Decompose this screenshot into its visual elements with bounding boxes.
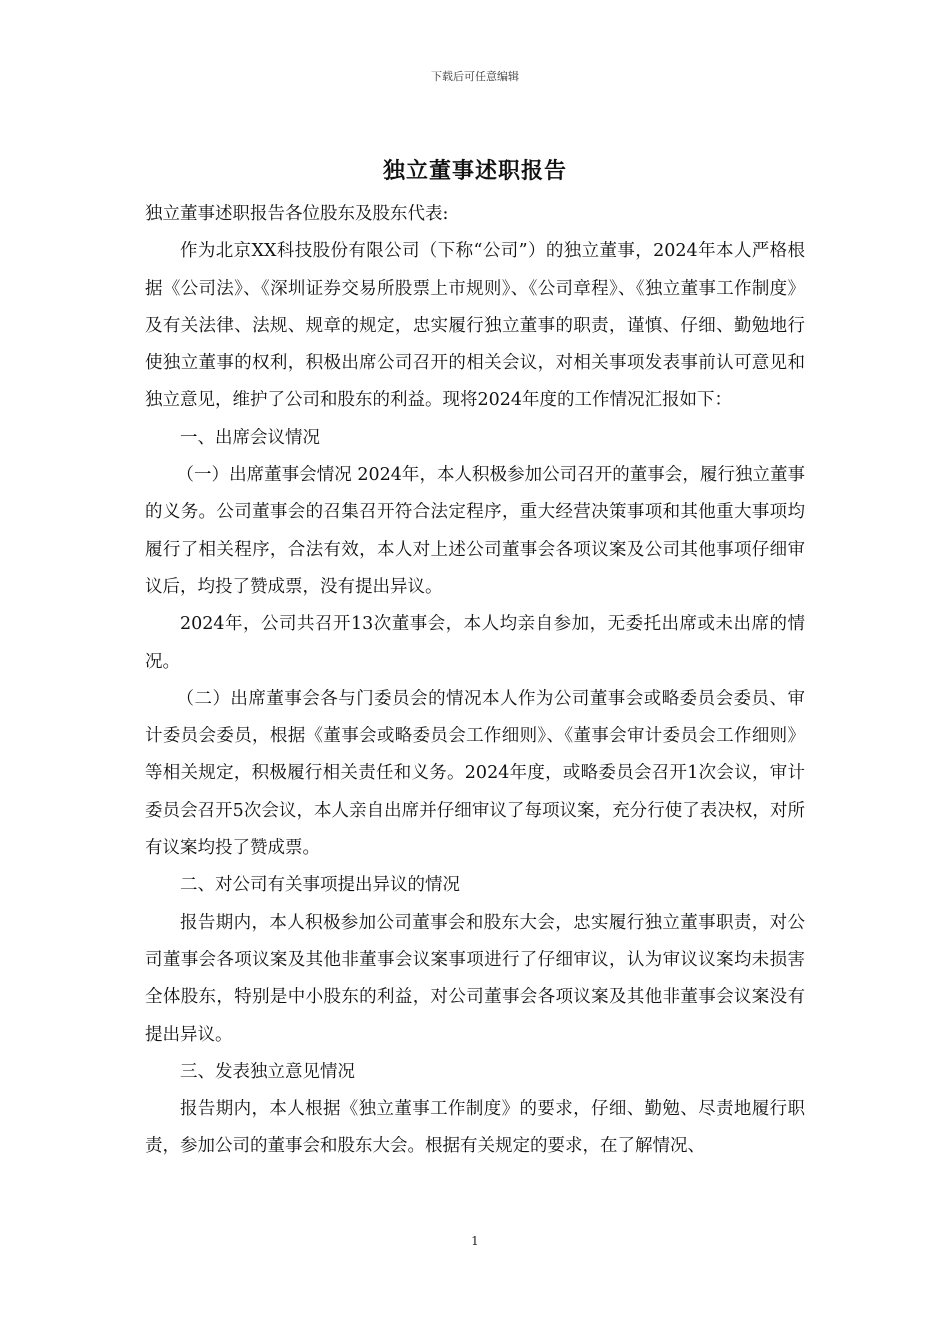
intro-paragraph: 作为北京XX科技股份有限公司（下称“公司”）的独立董事，2024年本人严格根据《公司法》、《深圳证券交易所股票上市规则》、《公司章程》、《独立董事工作制度》及有关法律、法规、规章的规定，忠实履行独立董事的职责，谨慎、仔细、勤勉地行使独立董事的权利，积极出席公司召开的相关会议，对相关事项发表事前认可意见和独立意见，维护了公司和股东的利益。现将2024年度的工作情况汇报如下：	[145, 241, 805, 411]
header-note: 下载后可任意编辑	[431, 70, 519, 83]
document-title: 独立董事述职报告	[382, 159, 567, 184]
salutation: 独立董事述职报告各位股东及股东代表:	[145, 204, 449, 224]
board-attendance-paragraph: 2024年，公司共召开13次董事会，本人均亲自参加，无委托出席或未出席的情况。	[145, 614, 805, 672]
document-body	[145, 196, 805, 1166]
section-heading-2: 二、对公司有关事项提出异议的情况	[180, 875, 460, 896]
section-heading-3: 三、发表独立意见情况	[180, 1061, 355, 1082]
objection-paragraph: 报告期内，本人积极参加公司董事会和股东大会，忠实履行独立董事职责，对公司董事会各项议案及其他非董事会议案事项进行了仔细审议，认为审议议案均未损害全体股东，特别是中小股东的利益，对公司董事会各项议案及其他非董事会议案没有提出异议。	[145, 912, 805, 1045]
committee-paragraph: （二）出席董事会各与门委员会的情况本人作为公司董事会或略委员会委员、审计委员会委员，根据《董事会或略委员会工作细则》、《董事会审计委员会工作细则》等相关规定，积极履行相关责任和义务。2024年度，或略委员会召开1次会议，审计委员会召开5次会议，本人亲自出席并仔细审议了每项议案，充分行使了表决权，对所有议案均投了赞成票。	[145, 688, 805, 859]
page-number: 1	[471, 1234, 479, 1248]
section-heading-1: 一、出席会议情况	[180, 427, 320, 448]
board-meeting-paragraph: （一）出席董事会情况 2024年，本人积极参加公司召开的董事会，履行独立董事的义务。公司董事会的召集召开符合法定程序，重大经营决策事项和其他重大事项均履行了相关程序，合法有效，本人对上述公司董事会各项议案及公司其他事项仔细审议后，均投了赞成票，没有提出异议。	[145, 465, 805, 597]
opinion-paragraph: 报告期内，本人根据《独立董事工作制度》的要求，仔细、勤勉、尽责地履行职责，参加公司的董事会和股东大会。根据有关规定的要求，在了解情况、	[145, 1099, 805, 1157]
